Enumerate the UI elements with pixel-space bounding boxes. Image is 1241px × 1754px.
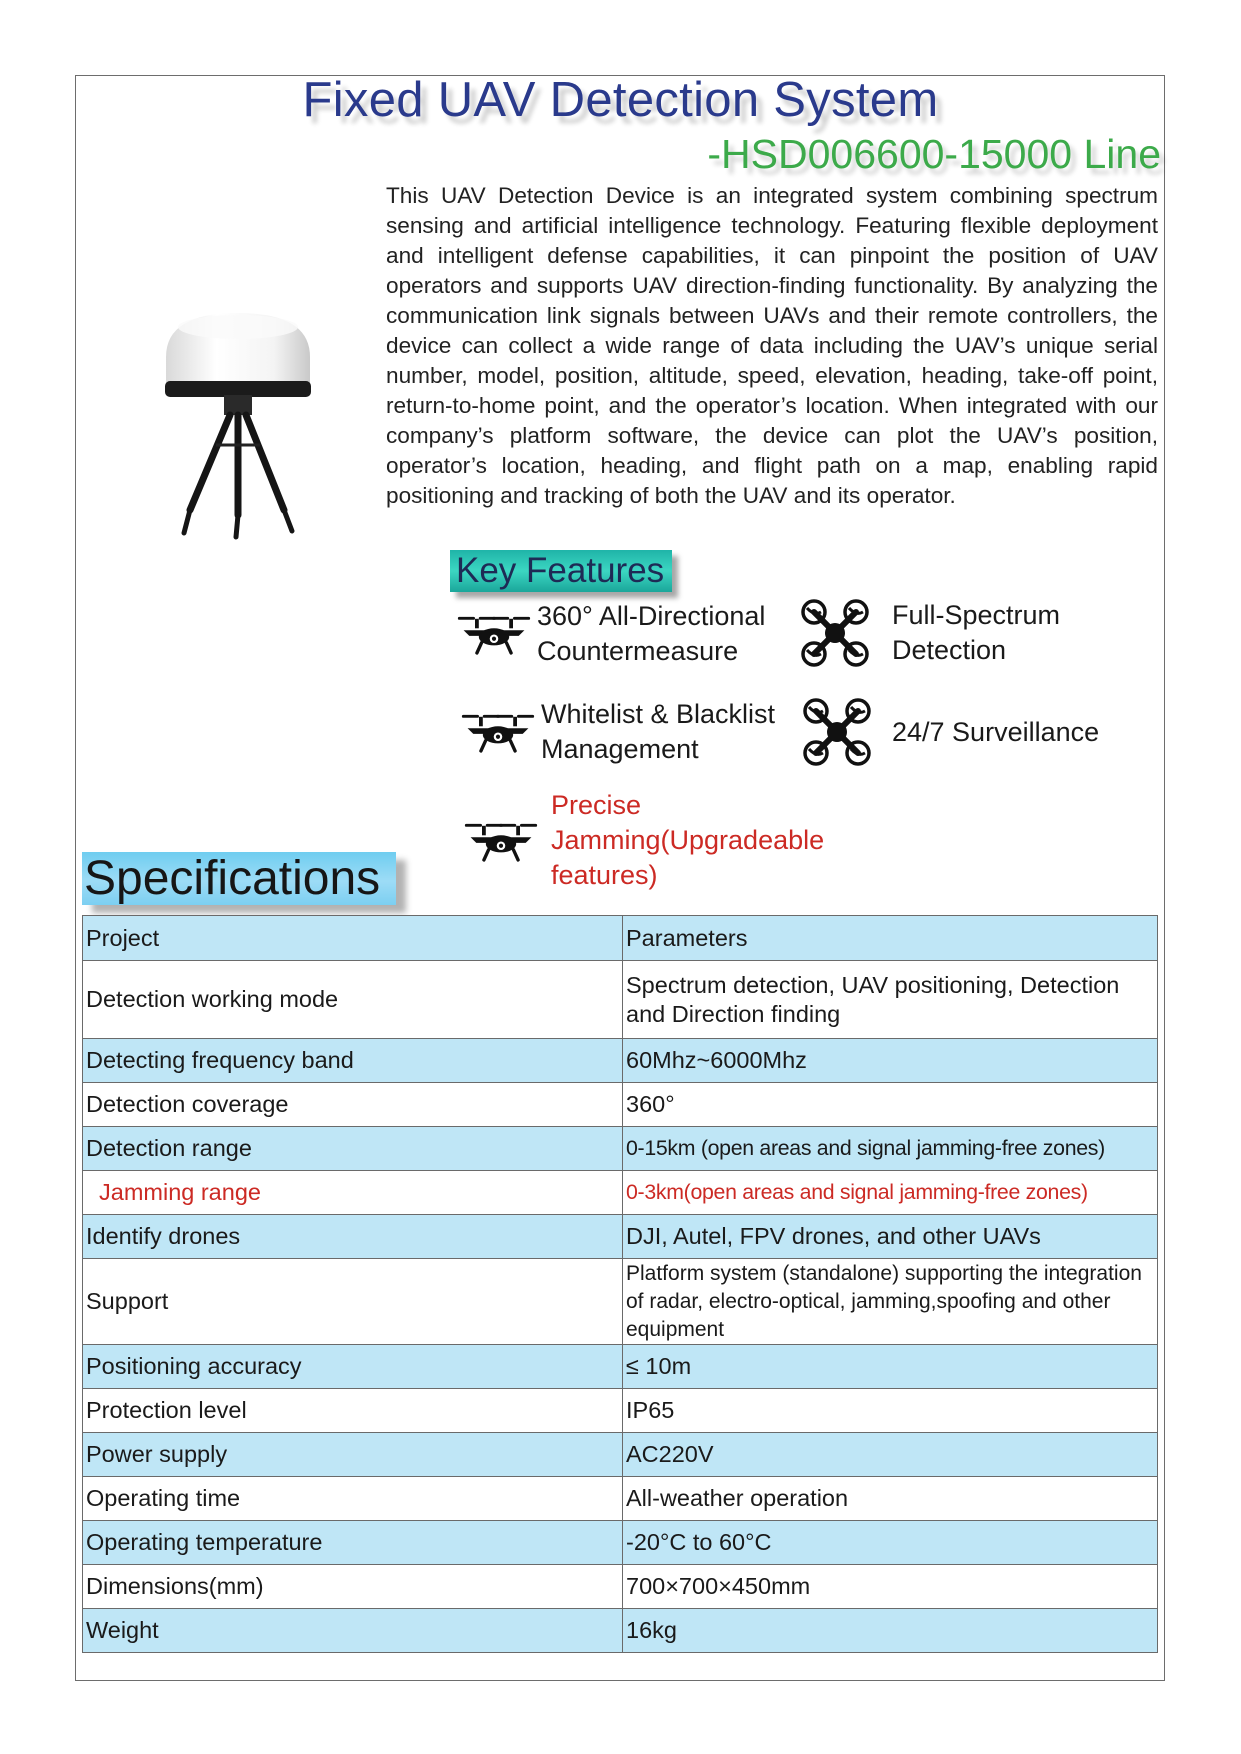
spec-project: Support xyxy=(83,1259,623,1345)
table-row xyxy=(83,1345,1158,1389)
spec-value: 360° xyxy=(623,1083,1158,1127)
feature-item-jamming xyxy=(463,788,824,893)
spec-project: Power supply xyxy=(83,1433,623,1477)
table-row xyxy=(83,1565,1158,1609)
spec-value: 60Mhz~6000Mhz xyxy=(623,1039,1158,1083)
spec-value: All-weather operation xyxy=(623,1477,1158,1521)
spec-project: Weight xyxy=(83,1609,623,1653)
spec-project: Dimensions(mm) xyxy=(83,1565,623,1609)
table-row xyxy=(83,1039,1158,1083)
spec-project: Detection working mode xyxy=(83,961,623,1039)
key-features-heading: Key Features xyxy=(450,550,672,592)
table-row xyxy=(83,1083,1158,1127)
specifications-heading: Specifications xyxy=(82,852,396,905)
drone-side-icon xyxy=(460,709,536,755)
spec-project: Positioning accuracy xyxy=(83,1345,623,1389)
table-row xyxy=(83,1171,1158,1215)
spec-value: 700×700×450mm xyxy=(623,1565,1158,1609)
table-row xyxy=(83,1521,1158,1565)
spec-project: Operating temperature xyxy=(83,1521,623,1565)
table-row xyxy=(83,1259,1158,1345)
drone-side-icon xyxy=(463,818,539,864)
table-row xyxy=(83,1609,1158,1653)
spec-project: Detecting frequency band xyxy=(83,1039,623,1083)
table-row xyxy=(83,1433,1158,1477)
quadcopter-icon xyxy=(802,697,872,767)
table-row xyxy=(83,1215,1158,1259)
spec-project: Detection coverage xyxy=(83,1083,623,1127)
feature-item-surveillance xyxy=(802,697,1099,767)
quadcopter-icon xyxy=(800,598,870,668)
feature-line: Full-Spectrum xyxy=(892,600,1061,630)
feature-line: Whitelist & Blacklist xyxy=(541,699,776,729)
column-header-project: Project xyxy=(83,916,623,961)
feature-item-countermeasure xyxy=(456,599,765,669)
intro-paragraph: This UAV Detection Device is an integrated system combining spectrum sensing and artificial intelligence technology. Featuring flexible deployment and intelligent defense capabilities, it can pinpoint the position of UAV operators and supports UAV direction-finding functionality. By analyzing the communication link signals between UAVs and their remote controllers, the device can collect a wide range of data including the UAV’s unique serial number, model, position, altitude, speed, elevation, heading, take-off point, return-to-home point, and the operator’s location. When integrated with our company’s platform software, the device can plot the UAV’s position, operator’s location, heading, and flight path on a map, enabling rapid positioning and tracking of both the UAV and its operator. xyxy=(386,183,1158,508)
model-subtitle: -HSD006600-15000 Line xyxy=(707,131,1161,177)
table-header-row xyxy=(83,916,1158,961)
feature-line: Management xyxy=(541,734,699,764)
spec-value: Spectrum detection, UAV positioning, Detection and Direction finding xyxy=(623,961,1158,1039)
feature-line: Jamming(Upgradeable xyxy=(551,825,825,855)
table-row xyxy=(83,961,1158,1039)
spec-project: Detection range xyxy=(83,1127,623,1171)
spec-value: IP65 xyxy=(623,1389,1158,1433)
feature-line: Countermeasure xyxy=(537,636,739,666)
spec-project: Jamming range xyxy=(83,1171,623,1215)
feature-line: features) xyxy=(551,860,658,890)
spec-value: -20°C to 60°C xyxy=(623,1521,1158,1565)
spec-value: ≤ 10m xyxy=(623,1345,1158,1389)
table-row xyxy=(83,1389,1158,1433)
product-image xyxy=(160,305,315,545)
spec-value: DJI, Autel, FPV drones, and other UAVs xyxy=(623,1215,1158,1259)
specifications-table xyxy=(82,915,1158,1653)
spec-value: AC220V xyxy=(623,1433,1158,1477)
feature-item-whitelist xyxy=(460,697,775,767)
table-row xyxy=(83,1477,1158,1521)
spec-value: 16kg xyxy=(623,1609,1158,1653)
spec-value: 0-3km(open areas and signal jamming-free zones) xyxy=(623,1171,1158,1215)
page-title: Fixed UAV Detection System xyxy=(302,73,939,127)
spec-project: Protection level xyxy=(83,1389,623,1433)
spec-value: 0-15km (open areas and signal jamming-free zones) xyxy=(623,1127,1158,1171)
table-row xyxy=(83,1127,1158,1171)
column-header-parameters: Parameters xyxy=(623,916,1158,961)
feature-line: Detection xyxy=(892,635,1007,665)
drone-side-icon xyxy=(456,611,532,657)
spec-project: Identify drones xyxy=(83,1215,623,1259)
feature-line: 24/7 Surveillance xyxy=(892,716,1100,747)
spec-value: Platform system (standalone) supporting the integration of radar, electro-optical, jamming,spoofing and other equipment xyxy=(623,1259,1158,1345)
feature-line: 360° All-Directional xyxy=(537,601,766,631)
spec-project: Operating time xyxy=(83,1477,623,1521)
feature-line: Precise xyxy=(551,790,642,820)
feature-item-full-spectrum xyxy=(800,598,1060,668)
